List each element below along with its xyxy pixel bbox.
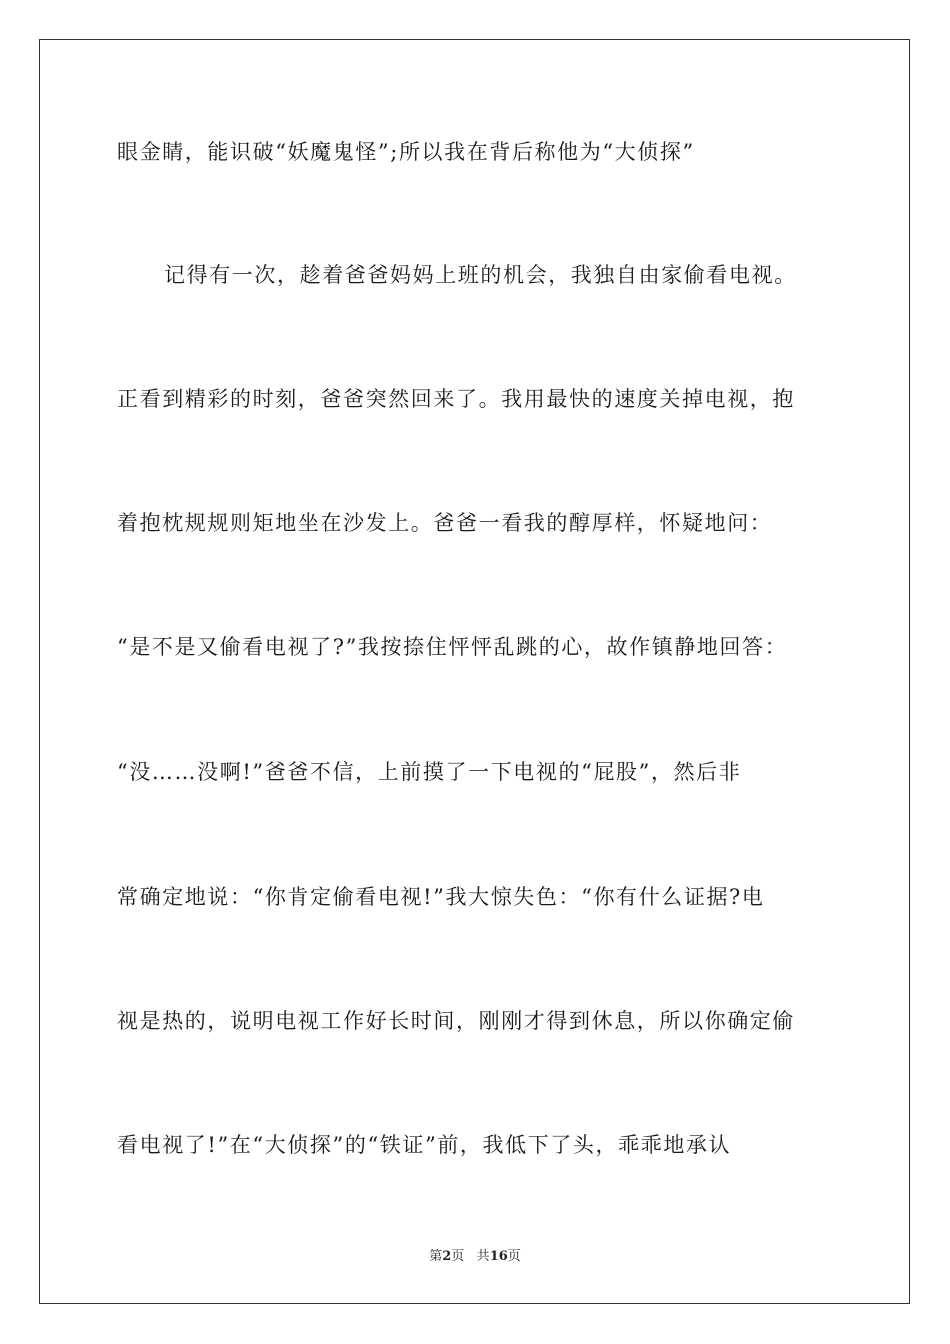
page-border [39,39,910,1304]
paragraph-line: 记得有一次，趁着爸爸妈妈上班的机会，我独自由家偷看电视。 [164,263,797,287]
total-unit: 页 [507,1249,521,1264]
paragraph-line: “没……没啊!”爸爸不信，上前摸了一下电视的“屁股”，然后非 [117,760,742,784]
paragraph-line: 着抱枕规规则矩地坐在沙发上。爸爸一看我的醇厚样，怀疑地问： [117,511,773,535]
page-prefix: 第 [429,1249,443,1264]
total-pages: 16 [489,1249,508,1264]
page-unit: 页 [451,1249,465,1264]
page-number: 2 [442,1249,452,1264]
page-footer [0,1247,950,1267]
paragraph-line: “是不是又偷看电视了?”我按捺住怦怦乱跳的心，故作镇静地回答： [117,635,788,659]
paragraph-line: 常确定地说：“你肯定偷看电视!”我大惊失色：“你有什么证据?电 [117,885,765,909]
total-prefix: 共 [476,1249,490,1264]
paragraph-line: 正看到精彩的时刻，爸爸突然回来了。我用最快的速度关掉电视，抱 [117,387,795,411]
paragraph-line: 视是热的，说明电视工作好长时间，刚刚才得到休息，所以你确定偷 [117,1009,795,1033]
paragraph-line: 眼金睛，能识破“妖魔鬼怪”;所以我在背后称他为“大侦探” [117,140,695,164]
paragraph-line: 看电视了!”在“大侦探”的“铁证”前，我低下了头，乖乖地承认 [117,1133,732,1157]
